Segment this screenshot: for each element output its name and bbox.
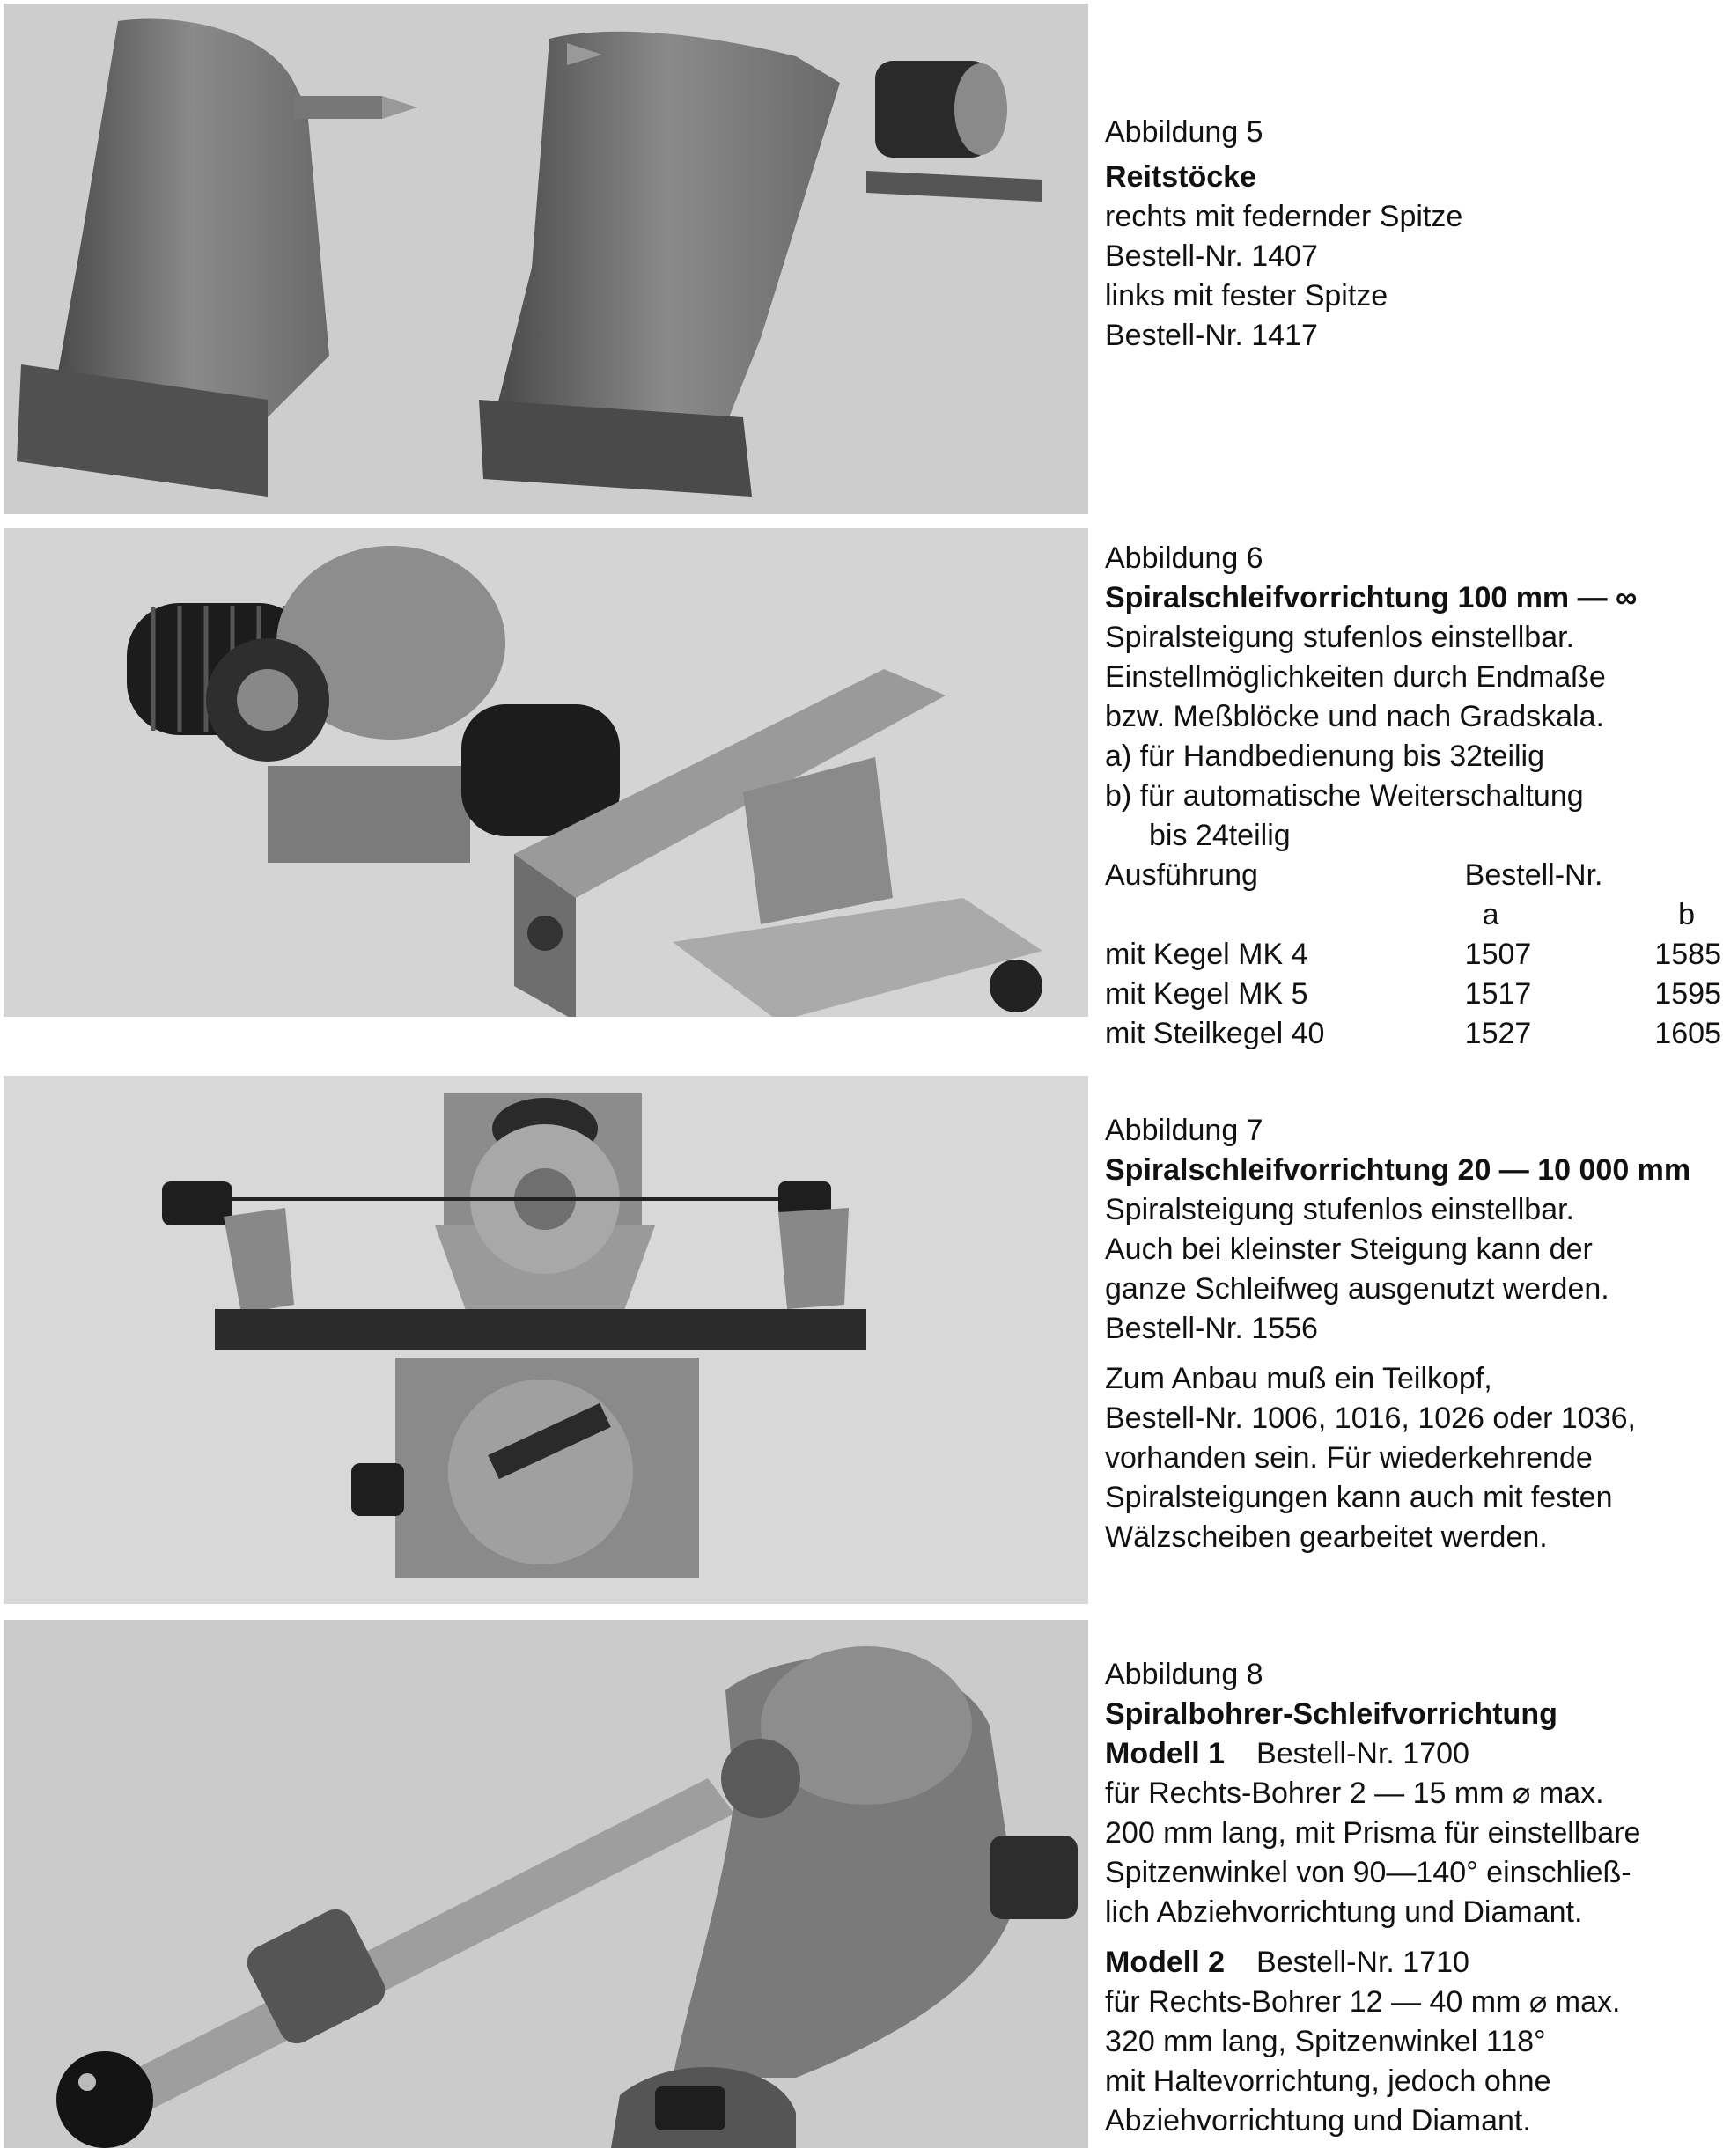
caption-fig7 — [1105, 1111, 1721, 1557]
caption-line: Spiralsteigungen kann auch mit festen — [1105, 1481, 1613, 1514]
figure-title: Spiralschleifvorrichtung 100 mm — ∞ — [1105, 581, 1638, 614]
figure-label: Abbildung 6 — [1105, 541, 1263, 575]
table-row — [1105, 1014, 1721, 1054]
figure-label: Abbildung 7 — [1105, 1114, 1263, 1147]
caption-line: ganze Schleifweg ausgenutzt werden. — [1105, 1272, 1609, 1306]
photo-drill-grinder — [4, 1620, 1088, 2148]
caption-line: bis 24teilig — [1149, 819, 1291, 852]
caption-line: Bestell-Nr. 1556 — [1105, 1312, 1318, 1345]
figure-title: Spiralbohrer-Schleifvorrichtung — [1105, 1697, 1557, 1731]
caption-line: lich Abziehvorrichtung und Diamant. — [1105, 1895, 1583, 1929]
caption-fig8 — [1105, 1655, 1721, 2141]
table-header: Ausführung — [1105, 858, 1258, 892]
caption-line: links mit fester Spitze — [1105, 279, 1388, 313]
caption-line: für Rechts-Bohrer 2 — 15 mm ⌀ max. — [1105, 1777, 1604, 1810]
caption-line: mit Haltevorrichtung, jedoch ohne — [1105, 2064, 1551, 2098]
caption-line: Einstellmöglichkeiten durch Endmaße — [1105, 660, 1606, 694]
caption-line: 320 mm lang, Spitzenwinkel 118° — [1105, 2025, 1546, 2058]
table-subheader: a — [1482, 898, 1499, 931]
model-order: Bestell-Nr. 1710 — [1256, 1946, 1469, 1979]
table-cell: 1507 — [1464, 938, 1532, 971]
photo-tailstocks — [4, 4, 1088, 514]
caption-line: rechts mit federnder Spitze — [1105, 200, 1463, 233]
table-cell: mit Kegel MK 4 — [1105, 938, 1308, 971]
caption-line: Spiralsteigung stufenlos einstellbar. — [1105, 1193, 1574, 1226]
table-cell: mit Kegel MK 5 — [1105, 977, 1308, 1011]
table-header: Bestell-Nr. — [1464, 858, 1603, 892]
model-heading — [1105, 1734, 1721, 1774]
table-cell: 1517 — [1464, 977, 1532, 1011]
table-row — [1105, 935, 1721, 975]
caption-fig5 — [1105, 113, 1721, 356]
order-table — [1105, 856, 1721, 1054]
caption-line: b) für automatische Weiterschaltung — [1105, 779, 1584, 813]
caption-line: Spiralsteigung stufenlos einstellbar. — [1105, 621, 1574, 654]
caption-line: vorhanden sein. Für wiederkehrende — [1105, 1441, 1593, 1475]
figure-label: Abbildung 5 — [1105, 115, 1263, 149]
table-cell: 1585 — [1654, 938, 1721, 971]
figure-title: Reitstöcke — [1105, 160, 1256, 194]
model-name: Modell 2 — [1105, 1946, 1226, 1979]
model-order: Bestell-Nr. 1700 — [1256, 1737, 1469, 1770]
photo-spiral-grinder-100 — [4, 528, 1088, 1017]
caption-line: Bestell-Nr. 1006, 1016, 1026 oder 1036, — [1105, 1402, 1636, 1435]
caption-line: bzw. Meßblöcke und nach Gradskala. — [1105, 700, 1604, 733]
caption-line: Spitzenwinkel von 90—140° einschließ- — [1105, 1856, 1631, 1889]
table-cell: 1527 — [1464, 1017, 1532, 1050]
caption-line: 200 mm lang, mit Prisma für einstellbare — [1105, 1816, 1641, 1850]
figure-title: Spiralschleifvorrichtung 20 — 10 000 mm — [1105, 1153, 1691, 1187]
caption-line: Zum Anbau muß ein Teilkopf, — [1105, 1362, 1492, 1395]
table-subheader: b — [1678, 898, 1695, 931]
model-name: Modell 1 — [1105, 1737, 1226, 1770]
caption-line: für Rechts-Bohrer 12 — 40 mm ⌀ max. — [1105, 1985, 1621, 2019]
caption-line: Auch bei kleinster Steigung kann der — [1105, 1233, 1593, 1266]
model-heading — [1105, 1943, 1721, 1983]
caption-line: Bestell-Nr. 1417 — [1105, 319, 1318, 352]
table-cell: 1595 — [1654, 977, 1721, 1011]
caption-line: Bestell-Nr. 1407 — [1105, 239, 1318, 273]
table-cell: mit Steilkegel 40 — [1105, 1017, 1325, 1050]
figure-label: Abbildung 8 — [1105, 1658, 1263, 1691]
table-cell: 1605 — [1654, 1017, 1721, 1050]
caption-line: Wälzscheiben gearbeitet werden. — [1105, 1520, 1548, 1554]
table-row — [1105, 975, 1721, 1014]
photo-spiral-grinder-20 — [4, 1076, 1088, 1604]
caption-line: a) für Handbedienung bis 32teilig — [1105, 740, 1545, 773]
caption-line: Abziehvorrichtung und Diamant. — [1105, 2104, 1531, 2138]
caption-fig6 — [1105, 539, 1721, 1054]
